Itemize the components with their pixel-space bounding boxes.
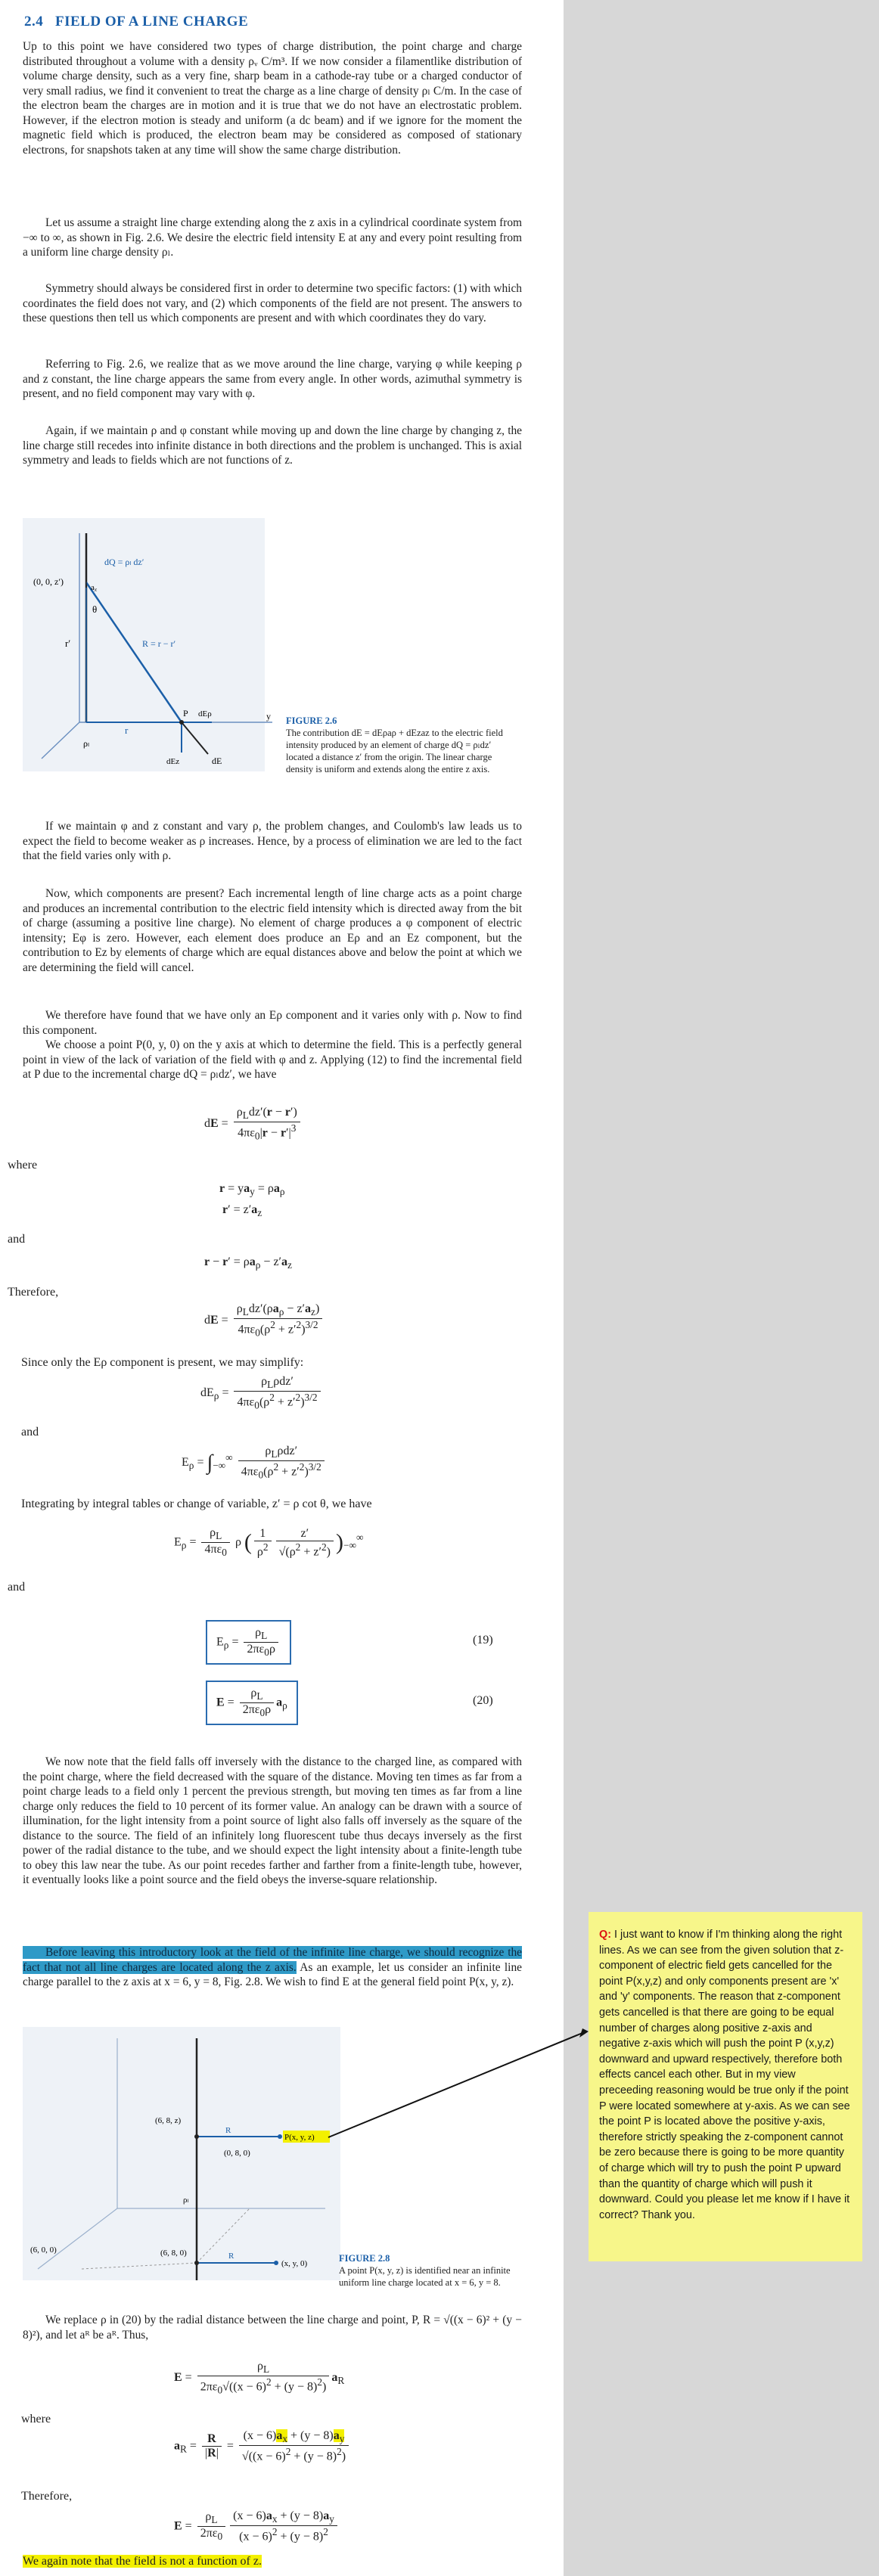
word-where: where: [8, 1159, 38, 1172]
fig26-dq-label: dQ = ρₗ dz′: [104, 557, 144, 567]
fig26-rhol-label: ρₗ: [83, 738, 89, 749]
fig26-caption: [286, 715, 511, 775]
fig28-label-r2: R: [228, 2252, 235, 2261]
fig28-caption: [339, 2252, 513, 2289]
fig28-label-r1: R: [225, 2126, 231, 2135]
final-note: [23, 2555, 262, 2568]
paragraph-4: Referring to Fig. 2.6, we realize that as we move around the line charge, varying φ while keeping ρ and z constant, the line charge appears the same from every angle. In other words, azimuthal symmetry is present, and no field component may vary with φ.: [23, 358, 522, 400]
fig28-label-rhol: ρₗ: [183, 2196, 189, 2205]
equation-e-xy: E = $\frac{\rho_L}{2\pi\varepsilon_0√((x - 6)^2 + (y - 8)^2)}$ $a_R$: [174, 2360, 345, 2396]
simplify-text: Since only the Eρ component is present, we may simplify:: [21, 1356, 304, 1369]
paragraph-1: Up to this point we have considered two types of charge distribution, the point charge and charge distributed throughout a volume with a density ρᵥ C/m³. If we now consider a filamentlike distribution of volume charge density, such as a very fine, sharp beam in a cathode-ray tube or a charged conductor of very small radius, we find it convenient to treat the charge as a line charge of density ρₗ C/m. In the case of the electron beam the charges are in motion and it is true that we do not have an electrostatic problem. However, if the electron motion is steady and uniform (a dc beam) and if we ignore for the moment the magnetic field which is produced, the electron beam may be considered as composed of stationary electrons, for snapshots taken at any time will show the same charge distribution.: [23, 40, 522, 157]
equation-number-19: (19): [473, 1634, 493, 1646]
fig28-label-68z: (6, 8, z): [155, 2116, 182, 2125]
equation-erho-integral: $E_\rho = \int_{-\infty}^\infty$ $\frac{\rho_L\rho dz'}{4\pi\varepsilon_0(\rho^2 + z'^2)^{3/2}}$: [182, 1445, 327, 1482]
fig26-az-label: aᵪ: [91, 583, 97, 592]
fig28-title: FIGURE 2.8: [339, 2253, 390, 2264]
equation-erho-solved: $E_\rho$ = $\frac{\rho_L}{4\pi\varepsilon_0}$ ρ ( $\frac{1}{\rho^2}$ $\frac{z'}{√(\rho^2 + z'^2)}$ )$_{-\infty}^\infty$: [174, 1526, 364, 1559]
equation-derho: $dE_\rho$ = $\frac{\rho_L\rho dz'}{4\pi\varepsilon_0(\rho^2 + z'^2)^{3/2}}$: [200, 1375, 323, 1412]
fig26-derho-label: dEρ: [198, 709, 212, 718]
paragraph-10: We now note that the field falls off inversely with the distance to the charged line, as compared with the point charge, where the field decreased with the square of the distance. Moving ten times as far from a point charge leads to a field only 1 percent the previous strength, but moving ten times as far from a line charge only reduces the field to 10 percent of its former value. An analogy can be drawn with a source of illumination, for the light intensity from a point source of light also falls off inversely as the square of the distance to the source. The field of an infinitely long fluorescent tube thus decays inversely as the first power of the radial distance to the tube, and we should expect the light intensity about a finite-length tube to obey this law near the tube. As our point recedes farther and farther from a finite-length tube, however, it eventually looks like a point source and the field obeys the inverse-square relationship.: [23, 1755, 522, 1886]
paragraph-9: We choose a point P(0, y, 0) on the y axis at which to determine the field. This is a perfectly general point in view of the lack of variation of the field with φ and z. Applying (12) to find the incremental field at P due to the incremental charge dQ = ρₗdz′, we have: [23, 1038, 522, 1081]
paragraph-5: Again, if we maintain ρ and φ constant while moving up and down the line charge by changing z, the line charge still recedes into infinite distance in both directions and the problem is unchanged. This is axial symmetry and leads to fields which are not functions of z.: [23, 424, 522, 467]
equation-ar: $a_R$ = $\frac{R}{|R|}$ = $\frac{(x - 6)a_x + (y - 8)a_y}{√((x - 6)^2 + (y - 8)^2)}$: [174, 2429, 351, 2464]
paragraph-11: [23, 1945, 522, 1990]
boxed-equation-20: E = $\frac{\rho_L}{2\pi\varepsilon_0\rho}$ $a_\rho$: [206, 1681, 298, 1725]
word-and-2: and: [21, 1426, 39, 1439]
equation-de-expanded: dE = $\frac{\rho_Ldz'(\rho a_\rho - z'a_z)}{4\pi\varepsilon_0(\rho^2 + z'^2)^{3/2}}$: [204, 1302, 325, 1339]
boxed-equation-19: $E_\rho$ = $\frac{\rho_L}{2\pi\varepsilon_0\rho}$: [206, 1620, 291, 1665]
paragraph-3: Symmetry should always be considered first in order to determine two specific factors: (1) with which coordinates the field does not vary, and (2) which components of the field are not present. The answers to these questions then tell us which components are present and with which coordinates they do vary.: [23, 282, 522, 324]
word-therefore: Therefore,: [8, 1286, 59, 1299]
fig26-caption-text: The contribution dE = dEρaρ + dEzaz to the electric field intensity produced by an element of charge dQ = ρₗdz′ located a distance z′ from the origin. The linear charge density is uniform and extends along the entire z axis.: [286, 728, 503, 774]
paragraph-12: We replace ρ in (20) by the radial distance between the line charge and point, P, R = √((x − 6)² + (y − 8)²), and let aᴿ be aᴿ. Thus,: [23, 2314, 522, 2342]
paragraph-8: We therefore have found that we have only an Eρ component and it varies only with ρ. Now to find this component.: [23, 1009, 522, 1037]
fig28-label-xy0: (x, y, 0): [281, 2259, 308, 2268]
fig28-label-680: (6, 8, 0): [160, 2249, 187, 2258]
section-heading: [24, 14, 248, 30]
question-label: Q:: [599, 1929, 611, 1941]
question-text: I just want to know if I'm thinking along the right lines. As we can see from the given solution that z-component of electric field gets cancelled for the point P(x,y,z) and only components present are 'x' and 'y' components. The reason that z-component gets cancelled is that there are going to be equal number of charges along positive z-axis and negative z-axis which will push the point P (x,y,z) downward and upward respectively, therefore both effects cancel each other. But in my view preceeding reasoning would be true only if the point P were located somewhere at y-axis. As we can see the point P is located above the positive y-axis, therefore strictly speaking the z-component cannot be zero because there is going to be more quantity of charge which will try to push the point P upward than the quantity of charge which will push it downward. Could you please let me know if I have it correct? Thank you.: [599, 1929, 850, 2221]
section-number: 2.4: [24, 14, 44, 29]
paragraph-7: Now, which components are present? Each incremental length of line charge acts as a point charge and produces an incremental contribution to the electric field intensity which is directed away from the bit of charge (assuming a positive line charge). No element of charge produces a φ component of electric intensity; Eφ is zero. However, each element does produce an Eρ and an Ez component, but the contribution to Ez by elements of charge which are equal distances above and below the point at which we are determining the field will cancel.: [23, 887, 522, 974]
highlighted-sentence: Before leaving this introductory look at the field of the infinite line charge, we should recognize the fact that not all line charges are located along the z axis.: [23, 1946, 522, 1974]
fig26-theta-label: θ: [92, 604, 98, 615]
equation-r-minus: $r - r' = \rho a_\rho - z'a_z$: [204, 1255, 292, 1271]
paragraph-6: If we maintain φ and z constant and vary ρ, the problem changes, and Coulomb's law leads us to expect the field to become weaker as ρ increases. Hence, by a process of elimination we are led to the fact that the field varies only with ρ.: [23, 820, 522, 862]
fig28-caption-text: A point P(x, y, z) is identified near an infinite uniform line charge located at x = 6, y = 8.: [339, 2265, 511, 2288]
equation-r-rprime: $r = ya_y = \rho a_\rho$ $r' = z'a_z$: [219, 1182, 285, 1219]
fig28-label-600: (6, 0, 0): [30, 2245, 57, 2255]
word-and-3: and: [8, 1581, 26, 1594]
fig26-y-label: y: [266, 711, 271, 722]
final-note-text: We again note that the field is not a function of z.: [23, 2555, 262, 2568]
word-therefore-2: Therefore,: [21, 2490, 73, 2503]
integrating-text: Integrating by integral tables or change of variable, z′ = ρ cot θ, we have: [21, 1497, 372, 1510]
word-where-2: where: [21, 2413, 51, 2425]
question-note: [589, 1912, 862, 2261]
annotation-arrow: [325, 2027, 590, 2148]
paragraph-2: Let us assume a straight line charge extending along the z axis in a cylindrical coordinate system from −∞ to ∞, as shown in Fig. 2.6. We desire the electric field intensity E at any and every point resulting from a uniform line charge density ρₗ.: [23, 216, 522, 259]
fig26-r-label: R = r − r′: [142, 638, 176, 649]
fig26-de-label: dE: [212, 756, 222, 766]
fig26-p-label: P: [183, 708, 188, 718]
fig26-dez-label: dEz: [166, 757, 180, 766]
section-title: FIELD OF A LINE CHARGE: [55, 14, 249, 29]
fig28-label-080: (0, 8, 0): [224, 2149, 250, 2158]
equation-de: dE = $\frac{\rho_Ldz'(r - r')}{4\pi\varepsilon_0|r - r'|^3}$: [204, 1106, 303, 1143]
figure-2-6: [23, 518, 276, 779]
after-highlight: As an example, let us consider an infinite line charge parallel to the z axis at x = 6, y = 8, Fig. 2.8. We wish to find E at the general field point P(x, y, z).: [23, 1960, 522, 1988]
figure-2-8: [23, 2027, 348, 2288]
fig28-label-pxyz: P(x, y, z): [284, 2133, 315, 2142]
equation-number-20: (20): [473, 1694, 493, 1707]
fig26-rvec-label: r: [125, 725, 129, 736]
fig26-origin-label: (0, 0, z′): [33, 576, 64, 587]
fig26-title: FIGURE 2.6: [286, 715, 337, 726]
word-and: and: [8, 1233, 26, 1246]
equation-final: E = $\frac{\rho_L}{2\pi\varepsilon_0}$ $\frac{(x - 6)a_x + (y - 8)a_y}{(x - 6)^2 + (y - 8)^2}$: [174, 2509, 340, 2544]
fig26-rprime-label: r′: [65, 638, 71, 649]
